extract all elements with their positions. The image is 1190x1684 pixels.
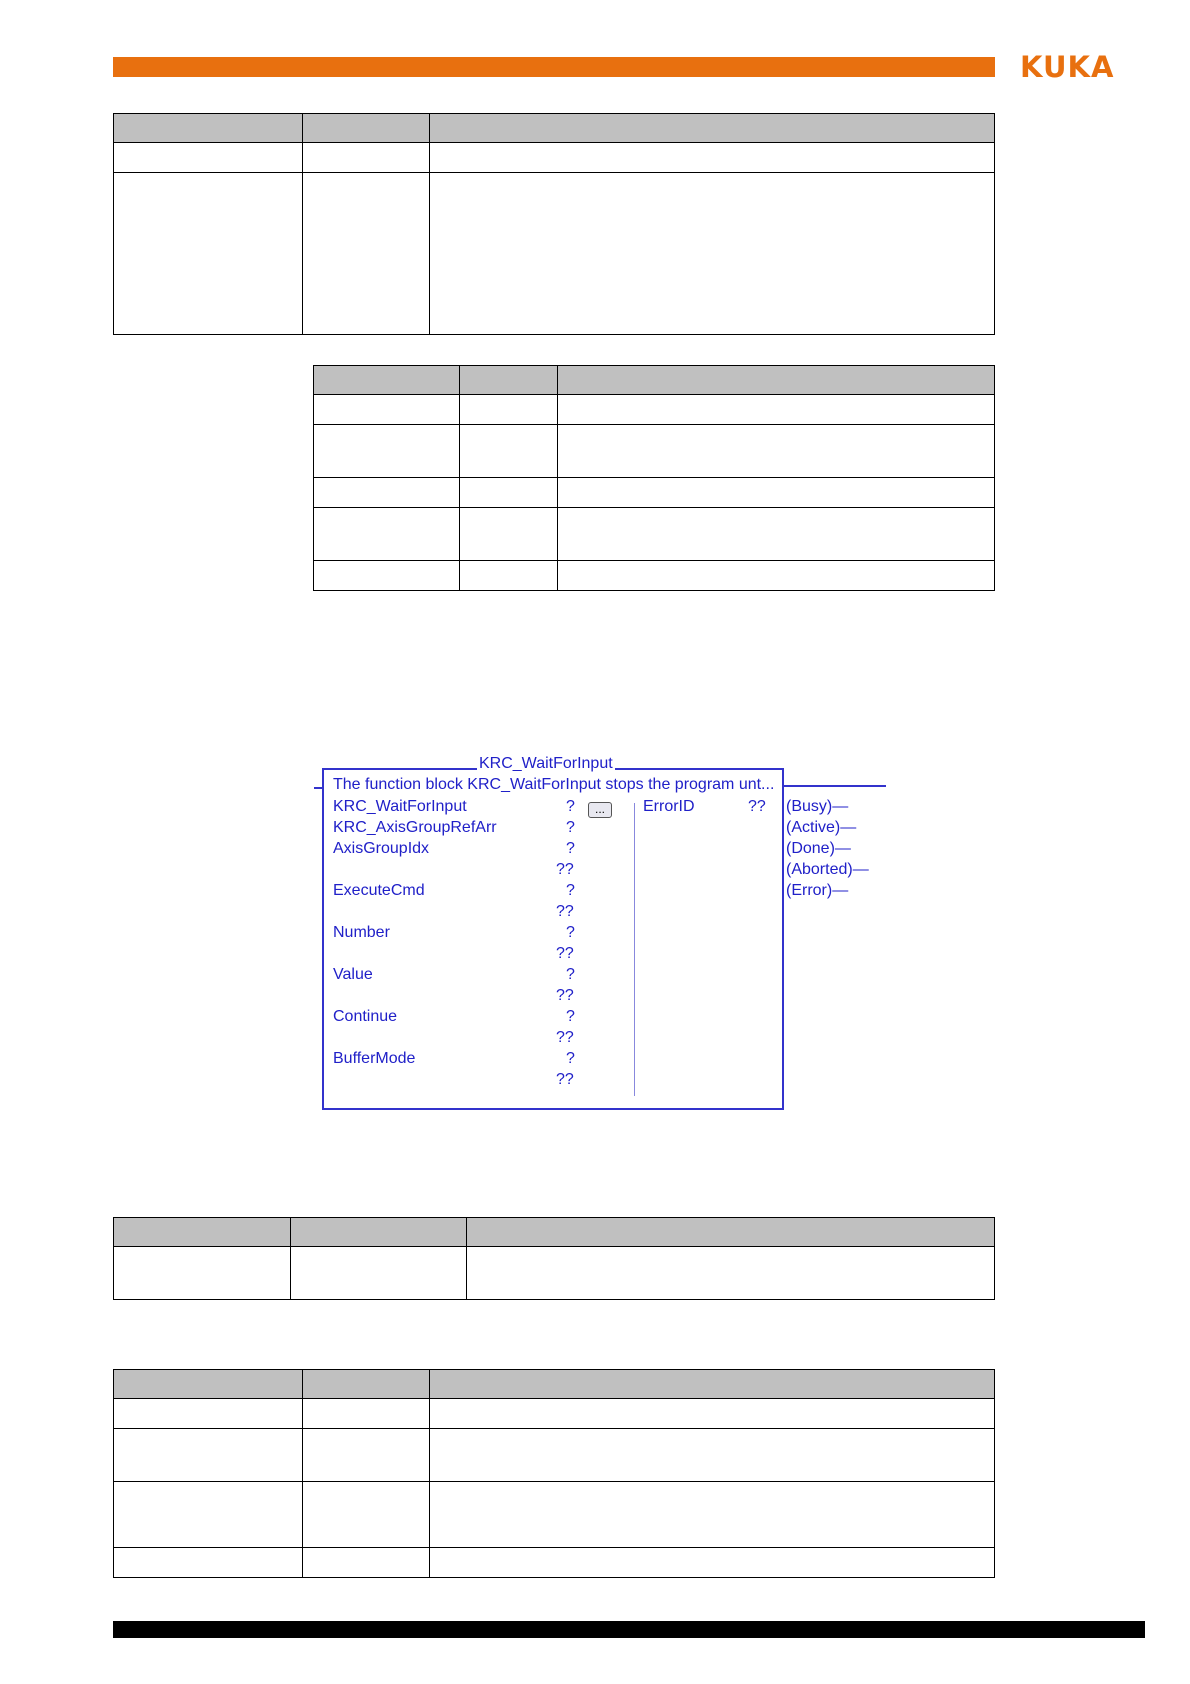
table-row <box>114 173 995 335</box>
table-row <box>114 143 995 173</box>
function-block-description: The function block KRC_WaitForInput stops the program unt... <box>333 776 775 793</box>
input-label: KRC_WaitForInput <box>333 798 467 815</box>
table-header-row <box>114 114 995 143</box>
input-sub-value: ?? <box>556 987 574 1004</box>
kuka-logo: KUKA <box>1020 50 1115 84</box>
input-rail-line <box>314 787 322 789</box>
table-row <box>314 478 995 508</box>
input-sub-value: ?? <box>556 1071 574 1088</box>
table-header-row <box>114 1370 995 1399</box>
input-sub-value: ?? <box>556 945 574 962</box>
input-value[interactable]: ? <box>566 798 575 815</box>
input-value[interactable]: ? <box>566 1008 575 1025</box>
input-sub-value: ?? <box>556 861 574 878</box>
table-3 <box>113 1217 995 1300</box>
input-label: BufferMode <box>333 1050 416 1067</box>
table-row <box>114 1548 995 1578</box>
input-label: KRC_AxisGroupRefArr <box>333 819 497 836</box>
table-row <box>114 1482 995 1548</box>
input-sub-value: ?? <box>556 903 574 920</box>
input-value[interactable]: ? <box>566 966 575 983</box>
table-1 <box>113 113 995 335</box>
output-param-value: ?? <box>748 798 766 815</box>
table-row <box>314 395 995 425</box>
table-4 <box>113 1369 995 1578</box>
table-row <box>314 508 995 561</box>
input-label: ExecuteCmd <box>333 882 425 899</box>
function-block-title: KRC_WaitForInput <box>479 755 613 772</box>
input-value[interactable]: ? <box>566 840 575 857</box>
input-value[interactable]: ? <box>566 882 575 899</box>
output-param-label: ErrorID <box>643 798 695 815</box>
browse-ellipsis-button[interactable]: ... <box>588 802 612 818</box>
table-header-row <box>314 366 995 395</box>
output-coil-active: (Active)— <box>786 819 857 836</box>
input-sub-value: ?? <box>556 1029 574 1046</box>
table-row <box>114 1399 995 1429</box>
input-label: AxisGroupIdx <box>333 840 430 857</box>
output-rail-line <box>784 785 886 787</box>
table-2 <box>313 365 995 591</box>
footer-bar <box>113 1621 1145 1638</box>
table-header-row <box>114 1218 995 1247</box>
input-value[interactable]: ? <box>566 819 575 836</box>
input-label: Value <box>333 966 373 983</box>
header-accent-bar <box>113 57 995 77</box>
table-row <box>114 1247 995 1300</box>
output-coil-error: (Error)— <box>786 882 849 899</box>
output-coil-done: (Done)— <box>786 840 851 857</box>
table-row <box>114 1429 995 1482</box>
table-row <box>314 425 995 478</box>
output-coil-aborted: (Aborted)— <box>786 861 869 878</box>
input-label: Number <box>333 924 390 941</box>
input-value[interactable]: ? <box>566 924 575 941</box>
table-row <box>314 561 995 591</box>
input-value[interactable]: ? <box>566 1050 575 1067</box>
output-coil-busy: (Busy)— <box>786 798 849 815</box>
input-label: Continue <box>333 1008 398 1025</box>
block-divider <box>634 803 635 1096</box>
